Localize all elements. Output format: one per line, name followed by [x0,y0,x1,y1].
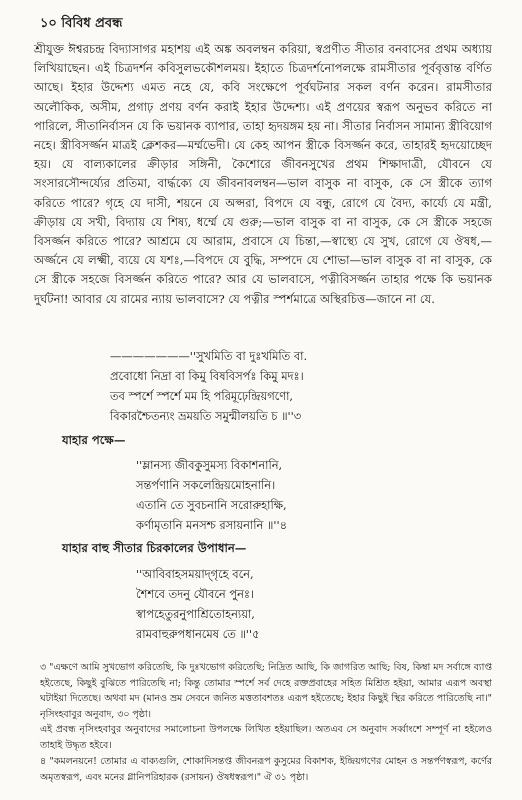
verse-2-line: এতানি তে সুবচনানি সরোরুহাক্ষি, [136,498,287,512]
verse-1 [110,346,307,426]
verse-1-line: ———————''সুখমিতি বা দুঃখমিতি বা. [110,349,308,363]
verse-3-line: ''আবিবাহসময়াদ্‌গৃহে বনে, [136,567,254,581]
verse-3-line: রামবাহুরুপধানমেষ তে ॥''৫ [136,627,260,641]
verse-3-line: শৈশবে তদনু যৌবনে পুনঃ। [136,587,255,601]
footnote-note: এই প্রবন্ধ নৃসিংহবাবুর অনুবাদের সমালোচনা উপলক্ষে লিখিত হইয়াছিল। অতএব সে অনুবাদ সর্ব্বাংশে সম্পূর্ণ না হইলেও তাহাই উদ্ধৃত হইবে। [40,724,492,751]
main-paragraph: শ্রীযুক্ত ঈশ্বরচন্দ্র বিদ্যাসাগর মহাশয় এই অঙ্ক অবলম্বন করিয়া, স্বপ্রণীত সীতার বনবাসের প্রথম অধ্যায় লিখিয়াছেন। এই চিত্রদর্শন কবিসুলভকৌশলময়। ইহাতে চিত্রদর্শনোপলক্ষে রামসীতার পূর্ববৃত্তান্ত বর্ণিত আছে। ইহার উদ্দেশ্য এমত নহে যে, কবি সংক্ষেপে পূর্বঘটনার সকল বর্ণন করেন। রামসীতার অলৌকিক, অসীম, প্রগাঢ় প্রণয় বর্ণন করাই ইহার উদ্দেশ্য। এই প্রণয়ের স্বরূপ অনুভব করিতে না পারিলে, সীতানির্বাসন যে কি ভয়ানক ব্যাপার, তাহা হৃদয়ঙ্গম হয় না। সীতার নির্বাসন সামান্য স্ত্রীবিয়োগ নহে। স্ত্রীবিসর্জ্জন মাত্রই ক্লেশকর—মর্ম্মভেদী। যে কেহ আপন স্ত্রীকে বিসর্জ্জন করে, তাহারই হৃদয়োচ্ছেদ হয়। যে বাল্যকালের ক্রীড়ার সঙ্গিনী, কৈশোরে জীবনসুখের প্রথম শিক্ষাদাত্রী, যৌবনে যে সংসারসৌন্দর্য্যের প্রতিমা, বার্দ্ধক্যে যে জীবনাবলম্বন—ভাল বাসুক না বাসুক, কে সে স্ত্রীকে ত্যাগ করিতে পারে? গৃহে যে দাসী, শয়নে যে অপ্সরা, বিপদে যে বন্ধু, রোগে যে বৈদ্য, কার্য্যে যে মন্ত্রী, ক্রীড়ায় যে সখী, বিদ্যায় যে শিষ্য, ধর্ম্মে যে গুরু;—ভাল বাসুক বা না বাসুক, কে সে স্ত্রীকে সহজে বিসর্জ্জন করিতে পারে? আশ্রমে যে আরাম, প্রবাসে যে চিন্তা,—স্বাস্থ্যে যে সুখ, রোগে যে ঔষধ,—অর্জ্জনে যে লক্ষ্মী, ব্যয়ে যে যশঃ,—বিপদে যে বুদ্ধি, সম্পদে যে শোভা—ভাল বাসুক বা না বাসুক, কে সে স্ত্রীকে সহজে বিসর্জ্জন করিতে পারে? আর যে ভালবাসে, পত্নীবিসর্জ্জন তাহার পক্ষে কি ভয়ানক দুর্ঘটনা! আবার যে রামের ন্যায় ভালবাসে? যে পত্নীর স্পর্শমাত্রে অস্থিরচিত্ত—জানে না যে. [34,42,492,306]
running-header: ১০ বিবিধ প্রবন্ধ [40,16,123,31]
label-pakkhe: যাহার পক্ষে— [62,433,126,447]
verse-2-line: কর্ণামৃতানি মনসশ্চ রসায়নানি ॥''৪ [136,518,287,532]
footnote-4: ৪ "কমলনয়নে! তোমার এ বাক্যগুলি, শোকাদিসন্তপ্ত জীবনরূপ কুসুমের বিকাশক, ইন্দ্রিয়গণের মোহন ও সন্তর্পণস্বরূপ, কর্ণের অমৃতস্বরূপ, এবং মনের গ্লানিপরিহারক (রসায়ন) ঔষধস্বরূপ।" ঐ ৩১ পৃষ্ঠা। [40,756,492,783]
verse-2-line: সন্তর্পণানি সকলেন্দ্রিয়মোহনানি। [136,478,276,492]
verse-3 [136,564,259,644]
footnote-3: ৩ "এক্ষণে আমি সুখভোগ করিতেছি, কি দুঃখভোগ করিতেছি; নিদ্রিত আছি, কি জাগরিত আছি; বিষ, কিম্বা মদ সর্বাঙ্গে ব্যাপ্ত হইতেছে, কিছুই বুঝিতে পারিতেছি না; কিন্তু তোমার স্পর্শে সর্ব দেহে রক্তপ্রবাহের সহিত মিশ্রিত হইয়া, আমার এরূপ অবস্থা ঘটাইয়া দিতেছে। অথবা মদ (মানও ভ্রম সেবনে জনিত মত্ততাবশতঃ এরূপ হইতেছে; ইহার কিছুই স্থির করিতে পারিতেছি না।" নৃসিংহবাবুর অনুবাদ, ৩০ পৃষ্ঠা। [40,662,492,720]
verse-2-line: ''ম্লানস্য জীবকুসুমস্য বিকাশনানি, [136,458,283,472]
verse-3-line: স্বাপহেতুরনুপাশ্রিতোহন্যয়া, [136,607,255,621]
main-paragraph-block [34,40,492,309]
verse-1-line: তব স্পর্শে স্পর্শে মম হি পরিমূঢ়েন্দ্রিয়গণো, [110,389,294,403]
verse-1-line: প্রবোধো নিদ্রা বা কিমু বিষবিসর্পঃ কিমু মদঃ। [110,369,304,383]
verse-2 [136,455,287,535]
label-bahu: যাহার বাহু সীতার চিরকালের উপাধান— [62,541,247,555]
verse-1-line: বিকারশ্চৈতন্যং ভ্রময়তি সমুন্মীলয়তি চ ॥''৩ [110,409,302,423]
